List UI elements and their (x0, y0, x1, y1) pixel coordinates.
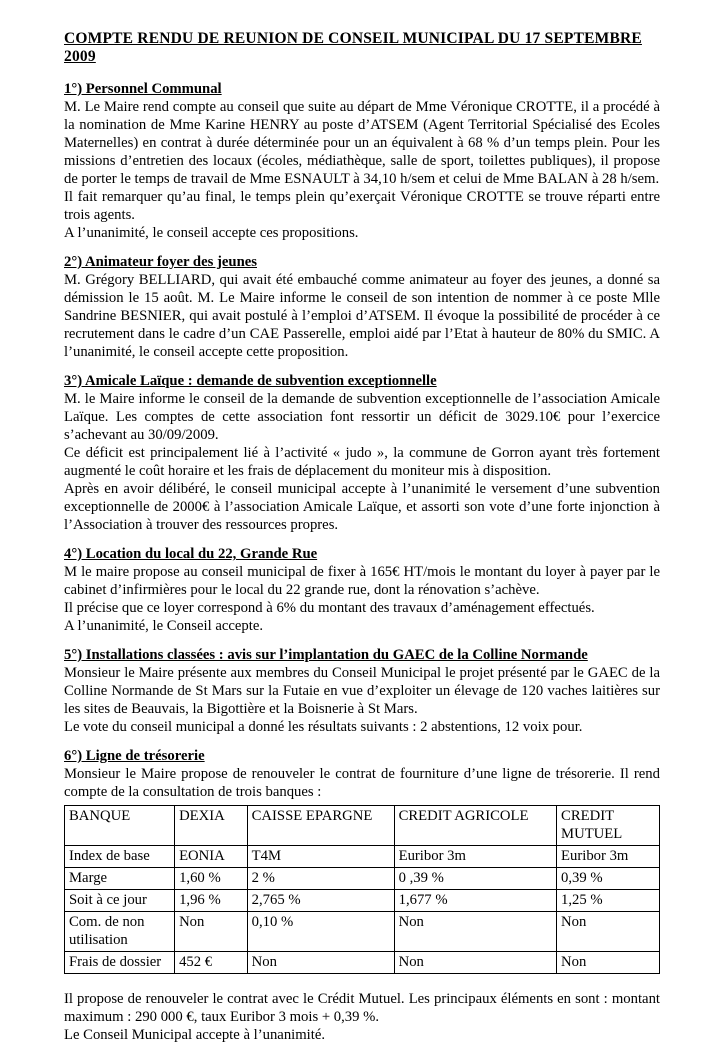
section-heading-animateur-foyer: 2°) Animateur foyer des jeunes (64, 254, 257, 270)
section-heading-amicale-laique: 3°) Amicale Laïque : demande de subvention exceptionnelle (64, 373, 437, 389)
table-cell: Non (557, 952, 660, 974)
paragraph: Il fait remarquer qu’au final, le temps plein qu’exerçait Véronique CROTTE se trouve réparti entre trois agents. (64, 189, 660, 223)
section-location-local (64, 545, 660, 635)
table-cell: Index de base (65, 846, 175, 868)
table-header-cell: CREDIT AGRICOLE (394, 806, 556, 846)
table-header-cell: CAISSE EPARGNE (247, 806, 394, 846)
paragraph: M. Grégory BELLIARD, qui avait été embauché comme animateur au foyer des jeunes, a donné sa démission le 15 août. M. Le Maire informe le conseil de son intention de nommer à ce poste Mlle Sandrine BESNIER, qui avait postulé à l’emploi d’ATSEM. Il évoque la possibilité de procéder à ce recrutement dans le cadre d’un CAE Passerelle, emploi aidé par l’Etat à hauteur de 80% du SMIC. A l’unanimité, le conseil accepte cette proposition. (64, 272, 660, 360)
table-cell: 1,60 % (175, 868, 248, 890)
table-row (65, 846, 660, 868)
banks-comparison-table (64, 805, 660, 974)
section-heading-ligne-tresorerie: 6°) Ligne de trésorerie (64, 748, 205, 764)
table-cell: Frais de dossier (65, 952, 175, 974)
table-cell: Marge (65, 868, 175, 890)
section-personnel-communal (64, 80, 660, 242)
table-cell: 0,10 % (247, 912, 394, 952)
paragraph: A l’unanimité, le Conseil accepte. (64, 618, 264, 634)
table-header-cell: BANQUE (65, 806, 175, 846)
table-header-cell: CREDIT MUTUEL (557, 806, 660, 846)
table-cell: Non (557, 912, 660, 952)
section-heading-personnel-communal: 1°) Personnel Communal (64, 81, 222, 97)
document-title: COMPTE RENDU DE REUNION DE CONSEIL MUNICIPAL DU 17 SEPTEMBRE 2009 (64, 30, 642, 65)
table-cell: 2 % (247, 868, 394, 890)
table-cell: T4M (247, 846, 394, 868)
table-cell: 2,765 % (247, 890, 394, 912)
table-row (65, 952, 660, 974)
table-cell: Soit à ce jour (65, 890, 175, 912)
table-cell: Non (394, 912, 556, 952)
table-row (65, 912, 660, 952)
closing-paragraph: Le Conseil Municipal accepte à l’unanimité. (64, 1027, 326, 1043)
paragraph: Monsieur le Maire propose de renouveler le contrat de fourniture d’une ligne de trésorerie. Il rend compte de la consultation de trois banques : (64, 766, 660, 800)
paragraph: M. le Maire informe le conseil de la demande de subvention exceptionnelle de l’association Amicale Laïque. Les comptes de cette association font ressortir un déficit de 3029.10€ pour l’exercice s’achevant au 30/09/2009. (64, 391, 660, 443)
section-ligne-tresorerie (64, 747, 660, 974)
closing-block (64, 990, 660, 1044)
section-installations-classees (64, 646, 660, 736)
section-heading-location-local: 4°) Location du local du 22, Grande Rue (64, 546, 318, 562)
table-header-row (65, 806, 660, 846)
table-header-cell: DEXIA (175, 806, 248, 846)
section-amicale-laique (64, 372, 660, 534)
section-animateur-foyer (64, 253, 660, 361)
closing-paragraph: Il propose de renouveler le contrat avec le Crédit Mutuel. Les principaux éléments en sont : montant maximum : 290 000 €, taux Euribor 3 mois + 0,39 %. (64, 991, 660, 1025)
table-cell: 452 € (175, 952, 248, 974)
table-cell: 1,677 % (394, 890, 556, 912)
section-heading-installations-classees: 5°) Installations classées : avis sur l’implantation du GAEC de la Colline Normande (64, 647, 588, 663)
paragraph: Il précise que ce loyer correspond à 6% du montant des travaux d’aménagement effectués. (64, 600, 595, 616)
paragraph: A l’unanimité, le conseil accepte ces propositions. (64, 225, 359, 241)
table-row (65, 868, 660, 890)
paragraph: Ce déficit est principalement lié à l’activité « judo », la commune de Gorron ayant très fortement augmenté le coût horaire et les frais de déplacement du moniteur mis à disposition. (64, 445, 660, 479)
table-cell: Com. de non utilisation (65, 912, 175, 952)
paragraph: Monsieur le Maire présente aux membres du Conseil Municipal le projet présenté par le GAEC de la Colline Normande de St Mars sur la Futaie en vue d’exploiter un élevage de 120 vaches laitières sur les sites de Beauvais, la Bigottière et la Boisnerie à St Mars. (64, 665, 660, 717)
table-cell: 1,25 % (557, 890, 660, 912)
paragraph: Après en avoir délibéré, le conseil municipal accepte à l’unanimité le versement d’une subvention exceptionnelle de 2000€ à l’association Amicale Laïque, et assorti son vote d’une forte injonction à l’Association à trouver des ressources propres. (64, 481, 660, 533)
table-row (65, 890, 660, 912)
table-cell: EONIA (175, 846, 248, 868)
table-cell: Euribor 3m (557, 846, 660, 868)
paragraph: Le vote du conseil municipal a donné les résultats suivants : 2 abstentions, 12 voix pour. (64, 719, 583, 735)
table-cell: Non (394, 952, 556, 974)
paragraph: M le maire propose au conseil municipal de fixer à 165€ HT/mois le montant du loyer à payer par le cabinet d’infirmières pour le local du 22 grande rue, dont la rénovation s’achève. (64, 564, 660, 598)
paragraph: M. Le Maire rend compte au conseil que suite au départ de Mme Véronique CROTTE, il a procédé à la nomination de Mme Karine HENRY au poste d’ATSEM (Agent Territorial Spécialisé des Ecoles Maternelles) en contrat à durée déterminée pour un an équivalent à 68 % d’un temps plein. Pour les missions d’entretien des locaux (écoles, médiathèque, salle de sport, toilettes publiques), il propose de porter le temps de travail de Mme ESNAULT à 34,10 h/sem et celui de Mme BALAN à 28 h/sem. (64, 99, 660, 187)
table-cell: Non (175, 912, 248, 952)
table-cell: 0 ,39 % (394, 868, 556, 890)
table-cell: 0,39 % (557, 868, 660, 890)
table-cell: Non (247, 952, 394, 974)
table-cell: 1,96 % (175, 890, 248, 912)
table-cell: Euribor 3m (394, 846, 556, 868)
